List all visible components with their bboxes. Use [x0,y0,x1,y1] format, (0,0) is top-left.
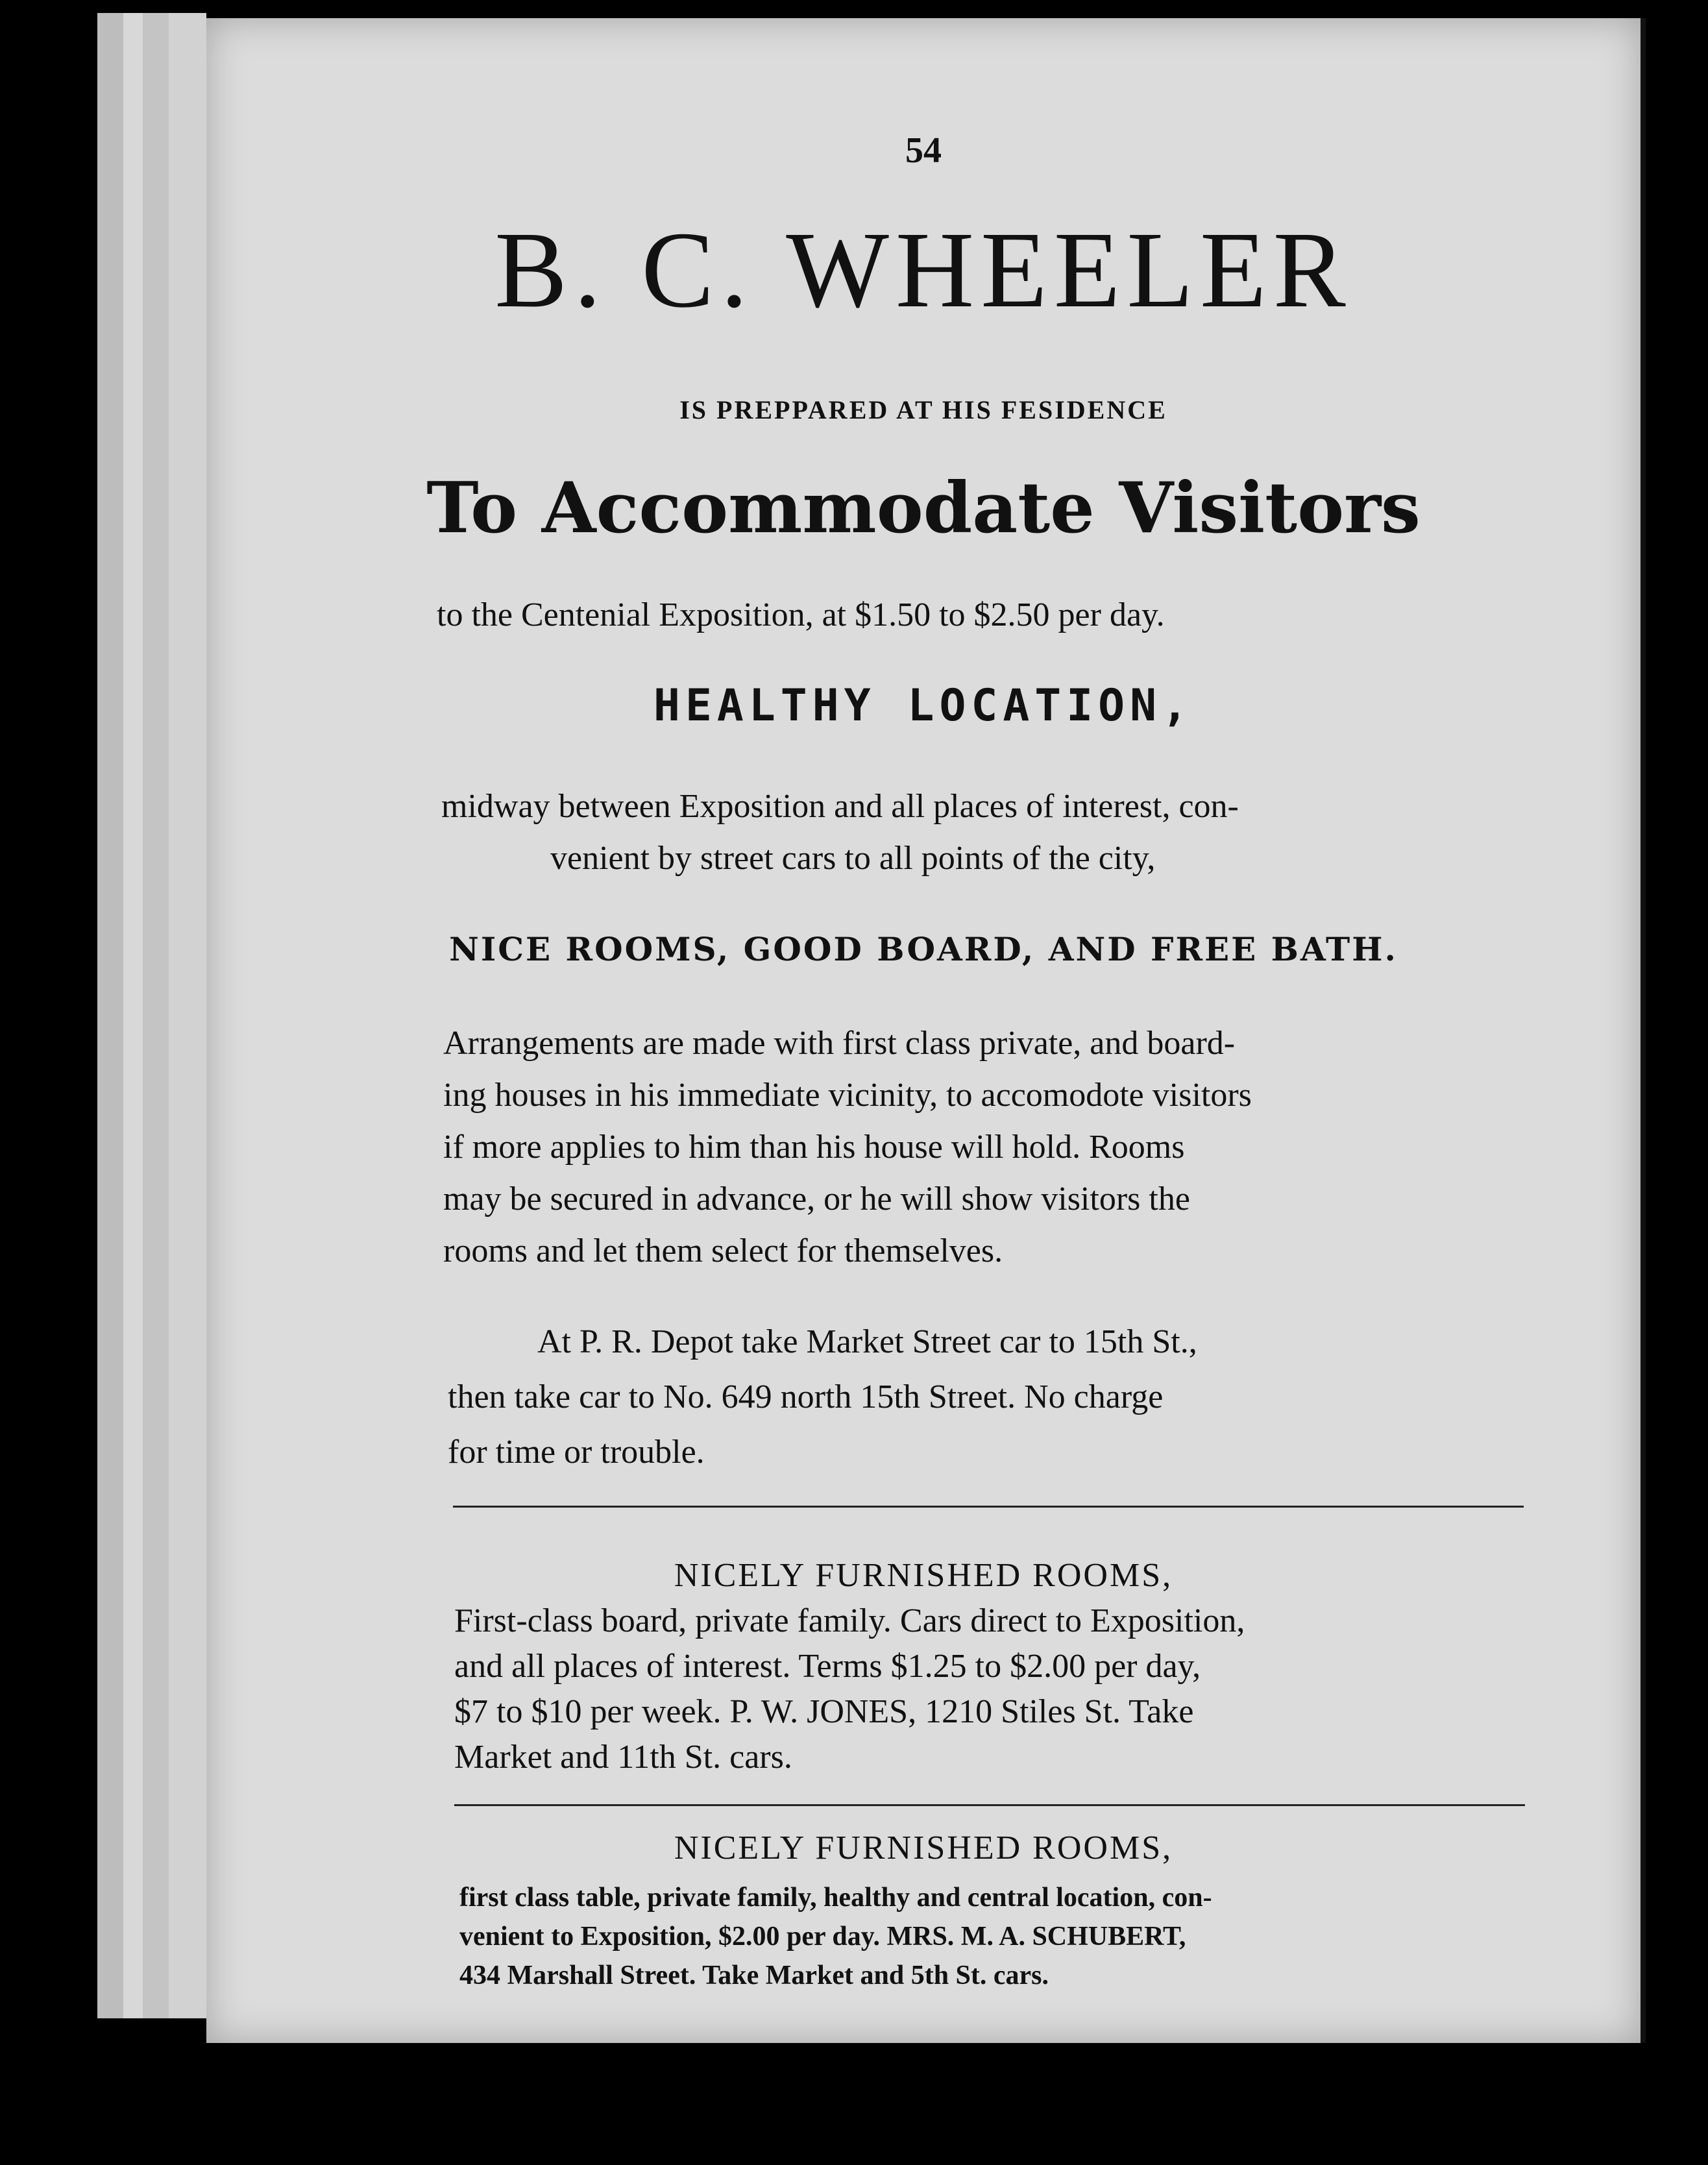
arrangement-line: if more applies to him than his house will hold. Rooms [443,1129,1185,1166]
advert2-line: $7 to $10 per week. P. W. JONES, 1210 Stiles St. Take [454,1693,1194,1730]
advert-subheading: IS PREPPARED AT HIS FESIDENCE [679,395,1167,424]
advert-headline: To Accommodate Visitors [426,467,1421,549]
divider-rule [453,1506,1524,1508]
location-line: midway between Exposition and all places of interest, con- [441,788,1239,825]
advert3-line: 434 Marshall Street. Take Market and 5th St. cars. [459,1961,1049,1990]
arrangement-line: may be secured in advance, or he will show visitors the [443,1180,1190,1217]
location-line: venient by street cars to all points of the city, [550,840,1156,877]
book-page [206,18,1641,2043]
page-gutter [1641,18,1646,2043]
directions-line: At P. R. Depot take Market Street car to 15th St., [537,1323,1197,1360]
arrangement-line: Arrangements are made with first class private, and board- [443,1025,1236,1062]
advert2-line: Market and 11th St. cars. [454,1739,792,1776]
advert-title: B. C. WHEELER [494,210,1352,330]
page-stack-edge [169,13,206,2018]
advert3-line: venient to Exposition, $2.00 per day. MRS. M. A. SCHUBERT, [459,1922,1186,1951]
advert3-heading: NICELY FURNISHED ROOMS, [674,1829,1173,1866]
advert2-heading: NICELY FURNISHED ROOMS, [674,1557,1173,1594]
page-content [206,18,1641,2043]
advert2-line: and all places of interest. Terms $1.25 to $2.00 per day, [454,1648,1201,1685]
advert2-line: First-class board, private family. Cars direct to Exposition, [454,1602,1245,1639]
arrangement-line: ing houses in his immediate vicinity, to accomodote visitors [443,1077,1252,1114]
page-stack-edge [143,13,169,2018]
page-stack-edge [97,13,123,2018]
page-number: 54 [905,130,942,171]
directions-line: for time or trouble. [448,1434,705,1471]
page-stack-edge [123,13,143,2018]
amenities-heading: NICE ROOMS, GOOD BOARD, AND FREE BATH. [449,930,1398,968]
arrangement-line: rooms and let them select for themselves. [443,1232,1003,1269]
rate-line: to the Centenial Exposition, at $1.50 to $2.50 per day. [437,596,1165,633]
location-heading: HEALTHY LOCATION, [653,680,1193,731]
directions-line: then take car to No. 649 north 15th Street. No charge [448,1378,1164,1415]
advert3-line: first class table, private family, healthy and central location, con- [459,1883,1212,1913]
divider-rule [454,1804,1525,1806]
scan-background [1646,0,1708,2165]
